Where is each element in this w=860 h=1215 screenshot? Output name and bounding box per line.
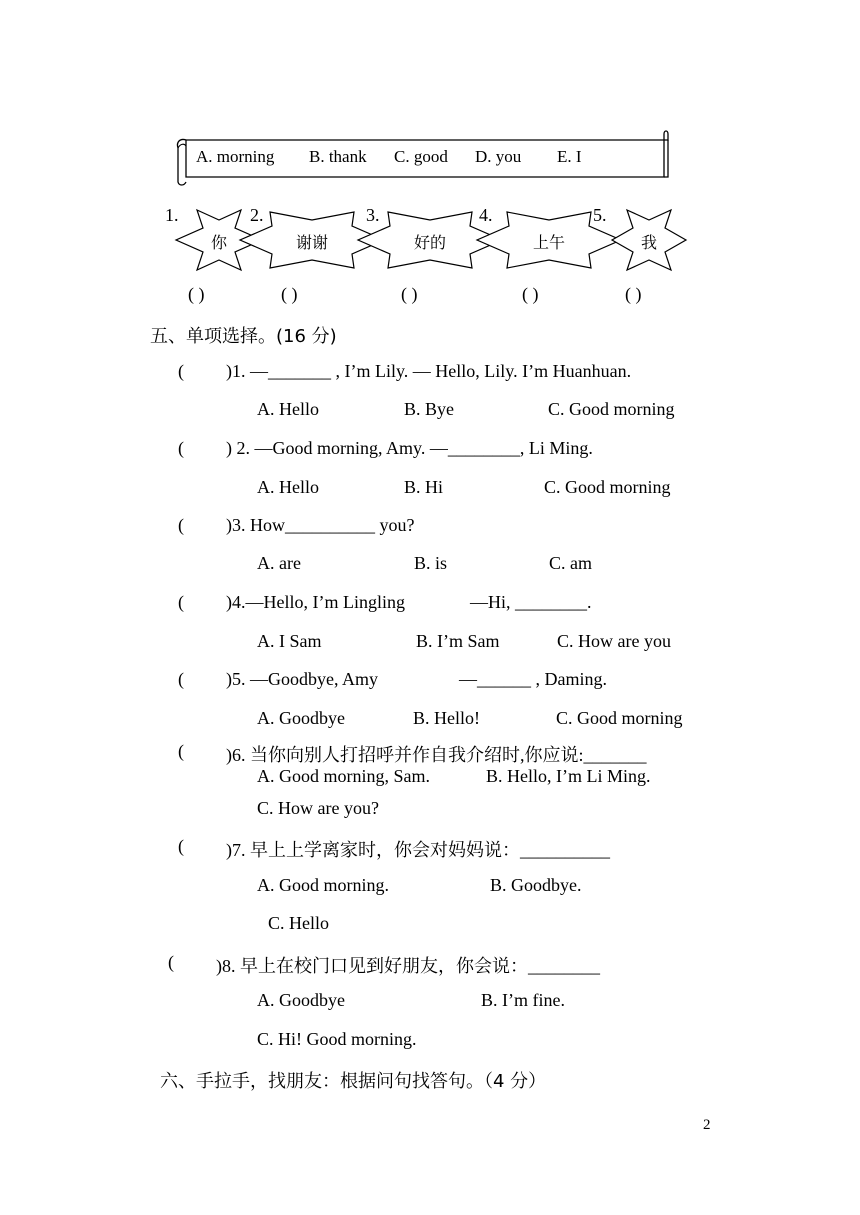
q5-stem-response: —______ , Daming.: [459, 669, 607, 689]
q6-option-c: C. How are you?: [257, 798, 379, 818]
q7-option-c: C. Hello: [268, 913, 329, 933]
section-5-title: 五、单项选择。(16 分): [150, 326, 337, 347]
q2-option-c: C. Good morning: [544, 477, 671, 497]
match-label-1: 你: [210, 233, 227, 252]
q4-stem-response: —Hi, ________.: [470, 592, 592, 612]
match-number-3: 3.: [366, 205, 380, 225]
q6-option-a: A. Good morning, Sam.: [257, 766, 430, 786]
match-star-shapes: [0, 0, 860, 320]
q1-option-c: C. Good morning: [548, 399, 675, 419]
match-label-5: 我: [640, 233, 657, 252]
q5-answer-blank[interactable]: (: [178, 669, 184, 689]
match-answer-blank-4[interactable]: ( ): [522, 284, 539, 304]
word-bank-item-d: D. you: [475, 147, 522, 166]
match-number-1: 1.: [165, 205, 179, 225]
word-bank-item-b: B. thank: [309, 147, 367, 166]
match-answer-blank-3[interactable]: ( ): [401, 284, 418, 304]
q7-option-b: B. Goodbye.: [490, 875, 582, 895]
section-6-title: 六、手拉手，找朋友：根据问句找答句。（4 分）: [160, 1071, 547, 1092]
match-number-4: 4.: [479, 205, 493, 225]
q5-option-a: A. Goodbye: [257, 708, 345, 728]
q1-option-a: A. Hello: [257, 399, 319, 419]
match-answer-blank-1[interactable]: ( ): [188, 284, 205, 304]
q8-option-b: B. I’m fine.: [481, 990, 565, 1010]
q5-option-b: B. Hello!: [413, 708, 480, 728]
q7-answer-blank[interactable]: (: [178, 836, 184, 856]
q2-stem: ) 2. —Good morning, Amy. —________, Li Ming.: [226, 438, 593, 458]
q8-answer-blank[interactable]: (: [168, 952, 174, 972]
q8-option-a: A. Goodbye: [257, 990, 345, 1010]
page-number: 2: [703, 1117, 711, 1133]
q4-option-b: B. I’m Sam: [416, 631, 500, 651]
q4-answer-blank[interactable]: (: [178, 592, 184, 612]
word-bank-item-e: E. I: [557, 147, 582, 166]
q7-stem: )7. 早上上学离家时，你会对妈妈说：__________: [226, 840, 610, 860]
word-bank-item-a: A. morning: [196, 147, 275, 166]
q1-answer-blank[interactable]: (: [178, 361, 184, 381]
q1-stem: )1. —_______ , I’m Lily. — Hello, Lily. I’m Huanhuan.: [226, 361, 632, 381]
q6-answer-blank[interactable]: (: [178, 741, 184, 761]
match-number-5: 5.: [593, 205, 607, 225]
q4-option-c: C. How are you: [557, 631, 671, 651]
q2-option-b: B. Hi: [404, 477, 444, 497]
q3-option-b: B. is: [414, 553, 448, 573]
q8-option-c: C. Hi! Good morning.: [257, 1029, 417, 1049]
q3-answer-blank[interactable]: (: [178, 515, 184, 535]
q3-stem: )3. How__________ you?: [226, 515, 415, 535]
q4-stem: )4.—Hello, I’m Lingling: [226, 592, 405, 612]
q6-option-b: B. Hello, I’m Li Ming.: [486, 766, 651, 786]
q5-option-c: C. Good morning: [556, 708, 683, 728]
q2-option-a: A. Hello: [257, 477, 319, 497]
q1-option-b: B. Bye: [404, 399, 455, 419]
q6-stem: )6. 当你向别人打招呼并作自我介绍时,你应说:_______: [226, 745, 647, 765]
match-answer-blank-2[interactable]: ( ): [281, 284, 298, 304]
q4-option-a: A. I Sam: [257, 631, 322, 651]
match-label-3: 好的: [413, 233, 446, 252]
q8-stem: )8. 早上在校门口见到好朋友，你会说：________: [216, 956, 600, 976]
q3-option-a: A. are: [257, 553, 301, 573]
match-number-2: 2.: [250, 205, 264, 225]
match-answer-blank-5[interactable]: ( ): [625, 284, 642, 304]
match-label-2: 谢谢: [295, 233, 328, 252]
match-label-4: 上午: [532, 233, 565, 252]
q5-stem: )5. —Goodbye, Amy: [226, 669, 378, 689]
q2-answer-blank[interactable]: (: [178, 438, 184, 458]
q3-option-c: C. am: [549, 553, 592, 573]
word-bank-item-c: C. good: [394, 147, 448, 166]
q7-option-a: A. Good morning.: [257, 875, 389, 895]
